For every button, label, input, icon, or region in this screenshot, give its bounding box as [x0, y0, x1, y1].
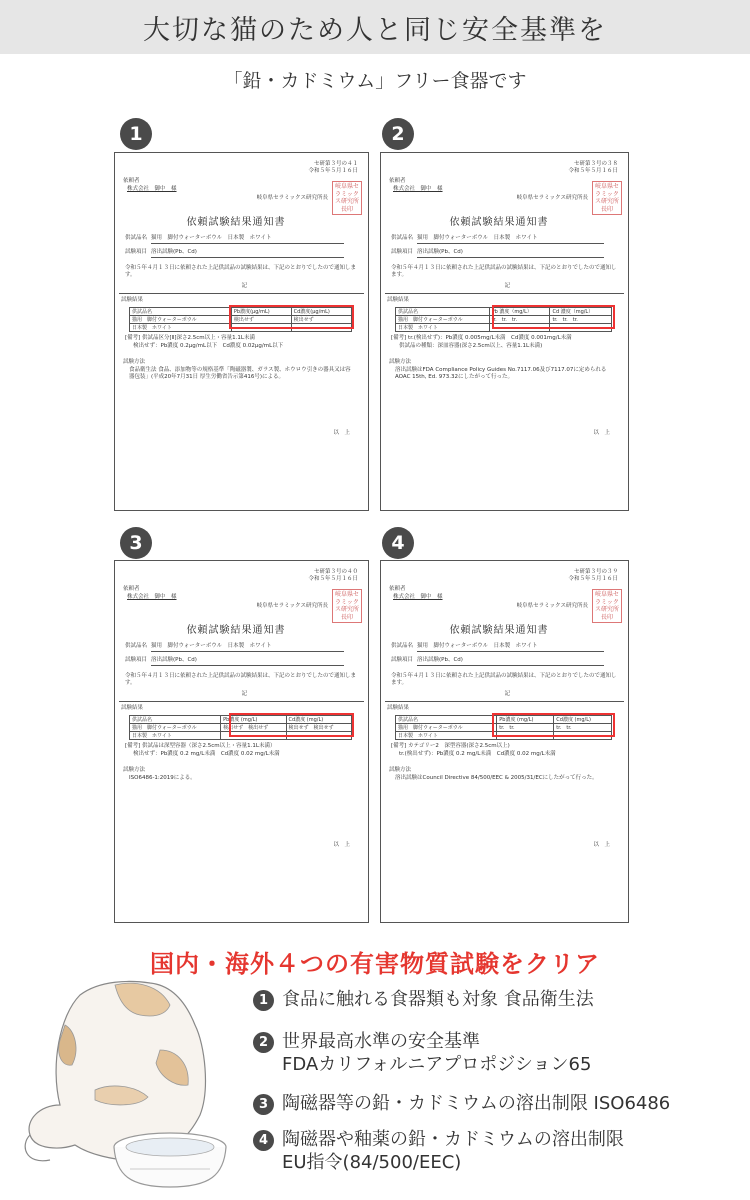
col-pb: Pb 濃度（mg/L） — [489, 308, 550, 316]
table-cell: 猫用 脚付ウォーターボウル — [396, 316, 490, 324]
doc-method-label: 試験方法 — [389, 359, 412, 365]
table-cell: 猫用 脚付ウォーターボウル — [396, 724, 497, 732]
divider — [385, 293, 624, 294]
doc-method-label: 試験方法 — [123, 767, 146, 773]
doc-client: 株式会社 御中 様 — [393, 186, 443, 192]
doc-sample-value: 猫用 脚付ウォーターボウル 日本製 ホワイト — [151, 643, 272, 649]
doc-ref-number: セ研第３号の３８ — [573, 161, 618, 167]
clear-list-item — [253, 1030, 591, 1076]
clear-item-subline: FDAカリフォルニアプロポジション65 — [282, 1054, 592, 1075]
highlight-box — [492, 305, 615, 329]
doc-ki: 記 — [241, 283, 248, 289]
doc-lab-name: 岐阜県セラミックス研究所長 — [516, 603, 588, 609]
doc-note: 令和５年４月１３日に依頼された上記供試品の試験結果は、下記のとおりでしたので通知します。 — [391, 265, 617, 278]
doc-client: 株式会社 御中 様 — [127, 186, 177, 192]
table-cell: 猫用 脚付ウォーターボウル — [130, 724, 221, 732]
clear-section-title: 国内・海外４つの有害物質試験をクリア — [150, 950, 600, 978]
header-subtitle: 「鉛・カドミウム」フリー食器です — [223, 70, 527, 92]
doc-end-mark: 以 上 — [593, 430, 610, 436]
underline — [151, 651, 344, 652]
test-report-card-3 — [114, 560, 369, 923]
doc-sample-label: 供試品名 — [125, 235, 148, 241]
list-number-badge: 2 — [253, 1032, 274, 1053]
doc-method-label: 試験方法 — [123, 359, 146, 365]
clear-item-line: 陶磁器等の鉛・カドミウムの溶出制限 ISO6486 — [282, 1093, 671, 1114]
doc-results-label: 試験結果 — [387, 297, 410, 303]
doc-remark-2: tr.(検出せず)：Pb濃度 0.2 mg/L未満 Cd濃度 0.02 mg/L未満 — [399, 751, 556, 757]
underline — [151, 257, 344, 258]
doc-note: 令和５年４月１３日に依頼された上記供試品の試験結果は、下記のとおりでしたので通知します。 — [125, 265, 357, 278]
doc-remark-2: 検出せず：Pb濃度 0.2μg/mL以下 Cd濃度 0.02μg/mL以下 — [133, 343, 284, 349]
doc-test-label: 試験項目 — [391, 249, 414, 255]
doc-lab-name: 岐阜県セラミックス研究所長 — [516, 195, 588, 201]
seal-stamp-icon: 岐阜県セラミックス研究所長印 — [332, 181, 362, 215]
doc-date: 令和５年５月１６日 — [568, 576, 618, 582]
doc-sample-label: 供試品名 — [391, 235, 414, 241]
clear-item-line: 陶磁器や釉薬の鉛・カドミウムの溶出制限 — [282, 1129, 624, 1150]
clear-item-line: 食品に触れる食器類も対象 食品衛生法 — [282, 989, 594, 1010]
doc-title: 依頼試験結果通知書 — [449, 625, 549, 636]
doc-ki: 記 — [504, 691, 511, 697]
table-cell: tr. tr. tr. — [550, 316, 612, 324]
col-sample: 供試品名 — [396, 716, 497, 724]
doc-client-label: 依頼者 — [123, 586, 140, 592]
doc-client-label: 依頼者 — [389, 586, 406, 592]
col-cd: Cd濃度 (mg/L) — [286, 716, 351, 724]
divider — [385, 701, 624, 702]
seal-stamp-icon: 岐阜県セラミックス研究所長印 — [592, 589, 622, 623]
doc-test-label: 試験項目 — [125, 657, 148, 663]
doc-date: 令和５年５月１６日 — [568, 168, 618, 174]
list-number-badge: 1 — [253, 990, 274, 1011]
doc-results-label: 試験結果 — [387, 705, 410, 711]
list-number-badge: 3 — [253, 1094, 274, 1115]
clear-list-item — [253, 1092, 670, 1115]
doc-end-mark: 以 上 — [333, 842, 350, 848]
doc-test-label: 試験項目 — [391, 657, 414, 663]
list-number-badge: 4 — [253, 1130, 274, 1151]
doc-note: 令和５年４月１３日に依頼された上記供試品の試験結果は、下記のとおりでしたので通知します。 — [125, 673, 357, 686]
clear-item-line: 世界最高水準の安全基準 — [282, 1031, 480, 1052]
col-pb: Pb濃度 (mg/L) — [221, 716, 286, 724]
doc-sample-label: 供試品名 — [391, 643, 414, 649]
doc-sample-label: 供試品名 — [125, 643, 148, 649]
doc-results-label: 試験結果 — [121, 705, 144, 711]
table-cell: 検出せず — [231, 316, 291, 324]
doc-remark: [備考] 供試品区分[Ⅱ]深さ2.5cm以上・容量1.1L未満 — [125, 335, 255, 341]
doc-sample-value: 猫用 脚付ウォーターボウル 日本製 ホワイト — [417, 643, 538, 649]
doc-sample-value: 猫用 脚付ウォーターボウル 日本製 ホワイト — [417, 235, 538, 241]
table-cell: 日本製 ホワイト — [396, 732, 497, 740]
doc-test-value: 溶出試験(Pb、Cd) — [417, 249, 463, 255]
doc-ki: 記 — [241, 691, 248, 697]
test-report-card-2 — [380, 152, 629, 511]
doc-lab-name: 岐阜県セラミックス研究所長 — [256, 195, 328, 201]
doc-title: 依頼試験結果通知書 — [186, 217, 286, 228]
doc-method: 食品衛生法 食品、添加物等の規格基準「陶磁器製、ガラス製、ホウロウ引きの器具又は容器包装」(平成20年7月31日 厚生労働省告示第416号)による。 — [129, 367, 351, 380]
doc-results-label: 試験結果 — [121, 297, 144, 303]
header-title: 大切な猫のため人と同じ安全基準を — [143, 14, 607, 46]
doc-method: ISO6486-1:2019による。 — [129, 775, 196, 781]
doc-test-label: 試験項目 — [125, 249, 148, 255]
table-cell: tr. tr. — [554, 724, 612, 732]
doc-test-value: 溶出試験(Pb、Cd) — [151, 657, 197, 663]
col-cd: Cd濃度(μg/mL) — [291, 308, 351, 316]
col-sample: 供試品名 — [396, 308, 490, 316]
test-report-card-1 — [114, 152, 369, 511]
col-cd: Cd 濃度（mg/L） — [550, 308, 612, 316]
col-sample: 供試品名 — [130, 308, 232, 316]
doc-remark: [備考] tr.(検出せず)：Pb濃度 0.005mg/L未満 Cd濃度 0.001mg/L未満 — [391, 335, 572, 341]
doc-date: 令和５年５月１６日 — [308, 576, 358, 582]
cat-illustration-icon — [20, 955, 250, 1195]
table-cell: tr. tr. tr. — [489, 316, 550, 324]
clear-list-item — [253, 1128, 624, 1174]
col-sample: 供試品名 — [130, 716, 221, 724]
doc-method: 溶出試験はCouncil Directive 84/500/EEC & 2005/31/ECにしたがって行った。 — [395, 775, 598, 781]
doc-sample-value: 猫用 脚付ウォーターボウル 日本製 ホワイト — [151, 235, 272, 241]
underline — [417, 651, 604, 652]
doc-lab-name: 岐阜県セラミックス研究所長 — [256, 603, 328, 609]
doc-number-badge: 2 — [382, 118, 414, 150]
underline — [417, 243, 604, 244]
table-cell: 日本製 ホワイト — [396, 324, 490, 332]
table-cell: 検出せず — [291, 316, 351, 324]
table-cell: 日本製 ホワイト — [130, 324, 232, 332]
header-banner — [0, 0, 750, 54]
col-cd: Cd濃度 (mg/L) — [554, 716, 612, 724]
doc-ref-number: セ研第３号の４１ — [313, 161, 358, 167]
divider — [119, 293, 364, 294]
table-cell: 猫用 脚付ウォーターボウル — [130, 316, 232, 324]
doc-date: 令和５年５月１６日 — [308, 168, 358, 174]
doc-test-value: 溶出試験(Pb、Cd) — [417, 657, 463, 663]
clear-item-subline: EU指令(84/500/EEC) — [282, 1152, 462, 1173]
doc-title: 依頼試験結果通知書 — [449, 217, 549, 228]
doc-ki: 記 — [504, 283, 511, 289]
table-cell: 検出せず 検出せず — [286, 724, 351, 732]
doc-number-badge: 3 — [120, 527, 152, 559]
highlight-box — [229, 713, 354, 737]
seal-stamp-icon: 岐阜県セラミックス研究所長印 — [332, 589, 362, 623]
underline — [417, 665, 604, 666]
doc-number-badge: 4 — [382, 527, 414, 559]
doc-ref-number: セ研第３号の４０ — [313, 569, 358, 575]
doc-ref-number: セ研第３号の３９ — [573, 569, 618, 575]
doc-client: 株式会社 御中 様 — [393, 594, 443, 600]
test-report-card-4 — [380, 560, 629, 923]
underline — [417, 257, 604, 258]
table-cell: 日本製 ホワイト — [130, 732, 221, 740]
doc-note: 令和５年４月１３日に依頼された上記供試品の試験結果は、下記のとおりでしたので通知します。 — [391, 673, 617, 686]
table-cell: tr. tr. — [497, 724, 554, 732]
doc-client-label: 依頼者 — [389, 178, 406, 184]
col-pb: Pb濃度(μg/mL) — [231, 308, 291, 316]
doc-number-badge: 1 — [120, 118, 152, 150]
doc-test-value: 溶出試験(Pb、Cd) — [151, 249, 197, 255]
highlight-box — [492, 713, 615, 737]
doc-remark-2: 検出せず：Pb濃度 0.2 mg/L未満 Cd濃度 0.02 mg/L未満 — [133, 751, 280, 757]
doc-end-mark: 以 上 — [593, 842, 610, 848]
divider — [119, 701, 364, 702]
highlight-box — [229, 305, 354, 329]
doc-title: 依頼試験結果通知書 — [186, 625, 286, 636]
doc-client-label: 依頼者 — [123, 178, 140, 184]
underline — [151, 243, 344, 244]
col-pb: Pb濃度 (mg/L) — [497, 716, 554, 724]
doc-remark: [備考] 供試品は深型容器（深さ2.5cm以上・容量1.1L未満） — [125, 743, 276, 749]
doc-client: 株式会社 御中 様 — [127, 594, 177, 600]
table-cell: 検出せず 検出せず — [221, 724, 286, 732]
clear-list-item — [253, 988, 594, 1011]
underline — [151, 665, 344, 666]
doc-end-mark: 以 上 — [333, 430, 350, 436]
doc-method-label: 試験方法 — [389, 767, 412, 773]
seal-stamp-icon: 岐阜県セラミックス研究所長印 — [592, 181, 622, 215]
doc-remark: [備考] カテゴリー2 深型容器(深さ2.5cm以上) — [391, 743, 510, 749]
doc-remark-2: 供試品の種類：深皿容器(深さ2.5cm以上、容量1.1L未満) — [399, 343, 543, 349]
doc-method: 溶出試験はFDA Compliance Policy Guides No.7117.06及び7117.07に定められるAOAC 15th, Ed. 973.32にしたがって行った。 — [395, 367, 607, 380]
